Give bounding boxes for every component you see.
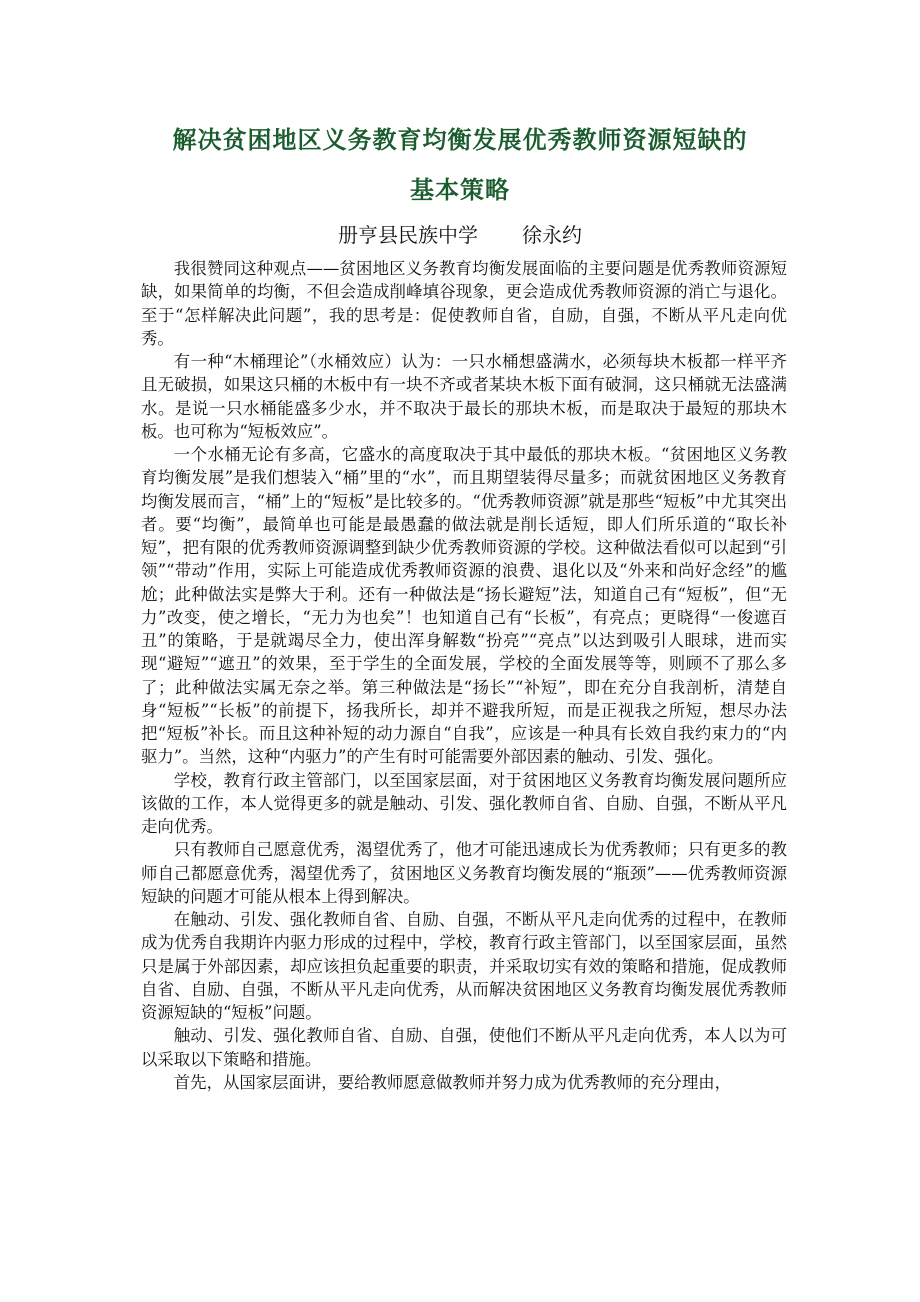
author-line [0, 219, 920, 248]
document-title-line-1: 解决贫困地区义务教育均衡发展优秀教师资源短缺的 [172, 125, 748, 154]
paragraph: 有一种“木桶理论”（水桶效应）认为：一只水桶想盛满水，必须每块木板都一样平齐且无破损，如果这只桶的木板中有一块不齐或者某块木板下面有破洞，这只桶就无法盛满水。是说一只水桶能盛多少水，并不取决于最长的那块木板，而是取决于最短的那块木板。也可称为“短板效应”。 [141, 352, 787, 441]
document-body [141, 257, 787, 1094]
paragraph: 我很赞同这种观点——贫困地区义务教育均衡发展面临的主要问题是优秀教师资源短缺，如果简单的均衡，不但会造成削峰填谷现象，更会造成优秀教师资源的消亡与退化。至于“怎样解决此问题”，我的思考是：促使教师自省，自励，自强，不断从平凡走向优秀。 [141, 259, 787, 348]
author-name: 徐永约 [522, 223, 582, 247]
paragraph: 学校，教育行政主管部门，以至国家层面，对于贫困地区义务教育均衡发展问题所应该做的工作，本人觉得更多的就是触动、引发、强化教师自省、自励、自强，不断从平凡走向优秀。 [141, 770, 787, 836]
paragraph: 在触动、引发、强化教师自省、自励、自强，不断从平凡走向优秀的过程中，在教师成为优秀自我期许内驱力形成的过程中，学校，教育行政主管部门，以至国家层面，虽然只是属于外部因素，却应该担负起重要的职责，并采取切实有效的策略和措施，促成教师自省、自励、自强，不断从平凡走向优秀，从而解决贫困地区义务教育均衡发展优秀教师资源短缺的“短板”问题。 [141, 910, 787, 1022]
author-school: 册亨县民族中学 [338, 223, 478, 247]
paragraph: 触动、引发、强化教师自省、自励、自强，使他们不断从平凡走向优秀，本人以为可以采取以下策略和措施。 [141, 1026, 787, 1069]
document-title-line-2: 基本策略 [410, 175, 510, 204]
paragraph: 一个水桶无论有多高，它盛水的高度取决于其中最低的那块木板。“贫困地区义务教育均衡发展”是我们想装入“桶”里的“水”，而且期望装得尽量多；而就贫困地区义务教育均衡发展而言，“桶”上的“短板”是比较多的。“优秀教师资源”就是那些“短板”中尤其突出者。要“均衡”，最简单也可能是最愚蠢的做法就是削长适短，即人们所乐道的“取长补短”，把有限的优秀教师资源调整到缺少优秀教师资源的学校。这种做法看似可以起到“引领”“带动”作用，实际上可能造成优秀教师资源的浪费、退化以及“外来和尚好念经”的尴尬；此种做法实是弊大于利。还有一种做法是“扬长避短”法，知道自己有“短板”，但“无力”改变，使之增长，“无力为也矣”！也知道自己有“长板”，有亮点；更晓得“一俊遮百丑”的策略，于是就竭尽全力，使出浑身解数“扮亮”“亮点”以达到吸引人眼球，进而实现“避短”“遮丑”的效果，至于学生的全面发展，学校的全面发展等等，则顾不了那么多了；此种做法实属无奈之举。第三种做法是“扬长”“补短”，即在充分自我剖析，清楚自身“短板”“长板”的前提下，扬我所长，却并不避我所短，而是正视我之所短，想尽办法把“短板”补长。而且这种补短的动力源自“自我”，应该是一种具有长效自我约束力的“内驱力”。当然，这种“内驱力”的产生有时可能需要外部因素的触动、引发、强化。 [141, 445, 787, 767]
paragraph: 首先，从国家层面讲，要给教师愿意做教师并努力成为优秀教师的充分理由， [173, 1072, 732, 1092]
paragraph: 只有教师自己愿意优秀，渴望优秀了，他才可能迅速成长为优秀教师；只有更多的教师自己都愿意优秀，渴望优秀了，贫困地区义务教育均衡发展的“瓶颈”——优秀教师资源短缺的问题才可能从根本上得到解决。 [141, 840, 787, 906]
